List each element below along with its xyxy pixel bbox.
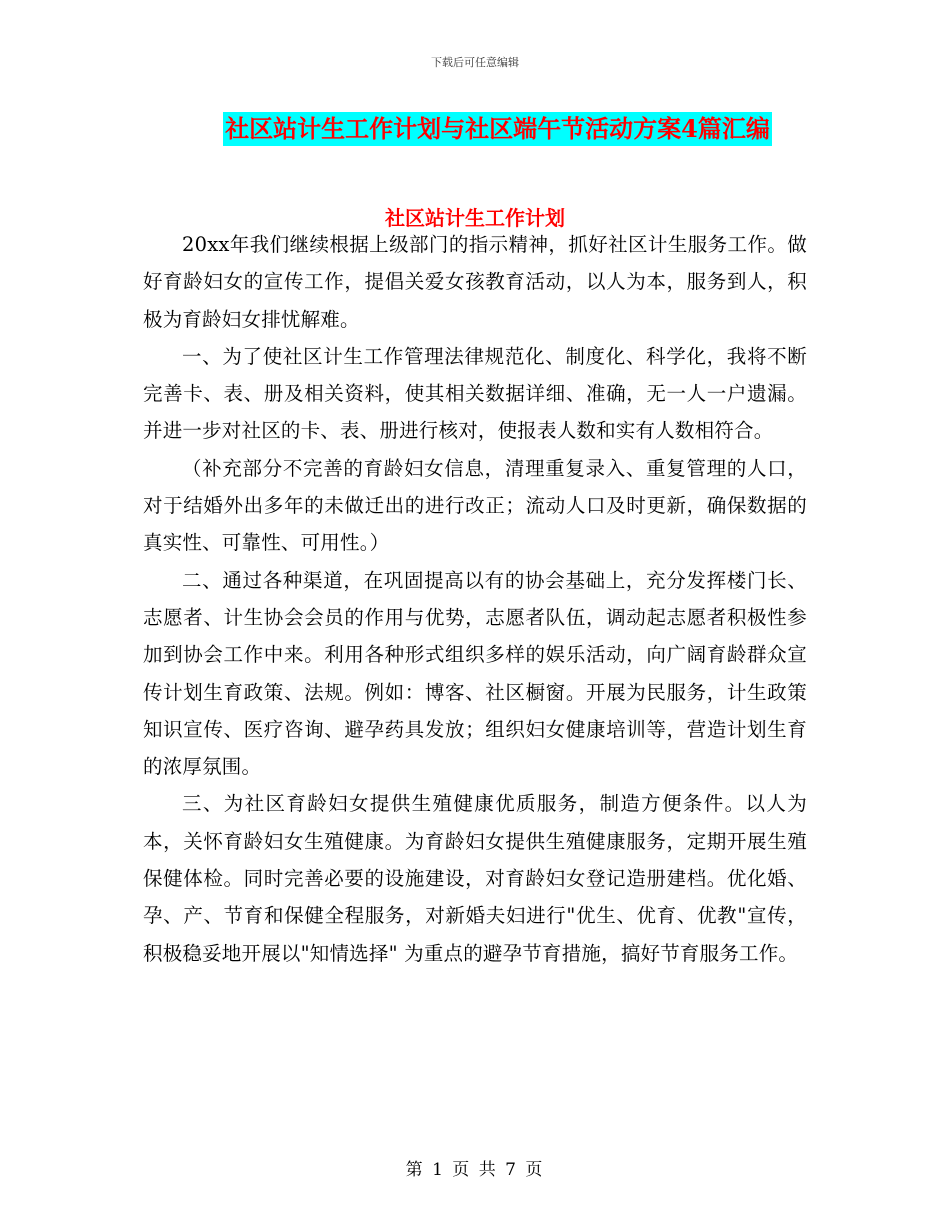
document-title: 社区站计生工作计划与社区端午节活动方案4篇汇编 xyxy=(223,112,772,146)
paragraph-item-1: 一、为了使社区计生工作管理法律规范化、制度化、科学化，我将不断完善卡、表、册及相关资料，使其相关数据详细、准确，无一人一户遗漏。并进一步对社区的卡、表、册进行核对，使报表人数和实有人数相符合。 xyxy=(143,344,807,443)
download-editable-note: 下载后可任意编辑 xyxy=(431,56,519,69)
document-title-container xyxy=(0,112,950,146)
document-body xyxy=(143,226,807,972)
paragraph-item-3: 三、为社区育龄妇女提供生殖健康优质服务，制造方便条件。以人为本，关怀育龄妇女生殖健康。为育龄妇女提供生殖健康服务，定期开展生殖保健体检。同时完善必要的设施建设，对育龄妇女登记造册建档。优化婚、孕、产、节育和保健全程服务，对新婚夫妇进行"优生、优育、优教"宣传，积极稳妥地开展以"知情选择" 为重点的避孕节育措施，搞好节育服务工作。 xyxy=(143,792,807,965)
paragraph-supplement: （补充部分不完善的育龄妇女信息，清理重复录入、重复管理的人口，对于结婚外出多年的未做迁出的进行改正；流动人口及时更新，确保数据的真实性、可靠性、可用性。） xyxy=(143,456,807,555)
paragraph-item-2: 二、通过各种渠道，在巩固提高以有的协会基础上，充分发挥楼门长、志愿者、计生协会会员的作用与优势，志愿者队伍，调动起志愿者积极性参加到协会工作中来。利用各种形式组织多样的娱乐活动，向广阔育龄群众宣传计划生育政策、法规。例如：博客、社区橱窗。开展为民服务，计生政策知识宣传、医疗咨询、避孕药具发放；组织妇女健康培训等，营造计划生育的浓厚氛围。 xyxy=(143,568,807,779)
page-number: 第 1 页 共 7 页 xyxy=(405,1160,545,1180)
section-heading: 社区站计生工作计划 xyxy=(385,206,565,230)
paragraph-intro: 20xx年我们继续根据上级部门的指示精神，抓好社区计生服务工作。做好育龄妇女的宣传工作，提倡关爱女孩教育活动，以人为本，服务到人，积极为育龄妇女排忧解难。 xyxy=(143,233,807,331)
